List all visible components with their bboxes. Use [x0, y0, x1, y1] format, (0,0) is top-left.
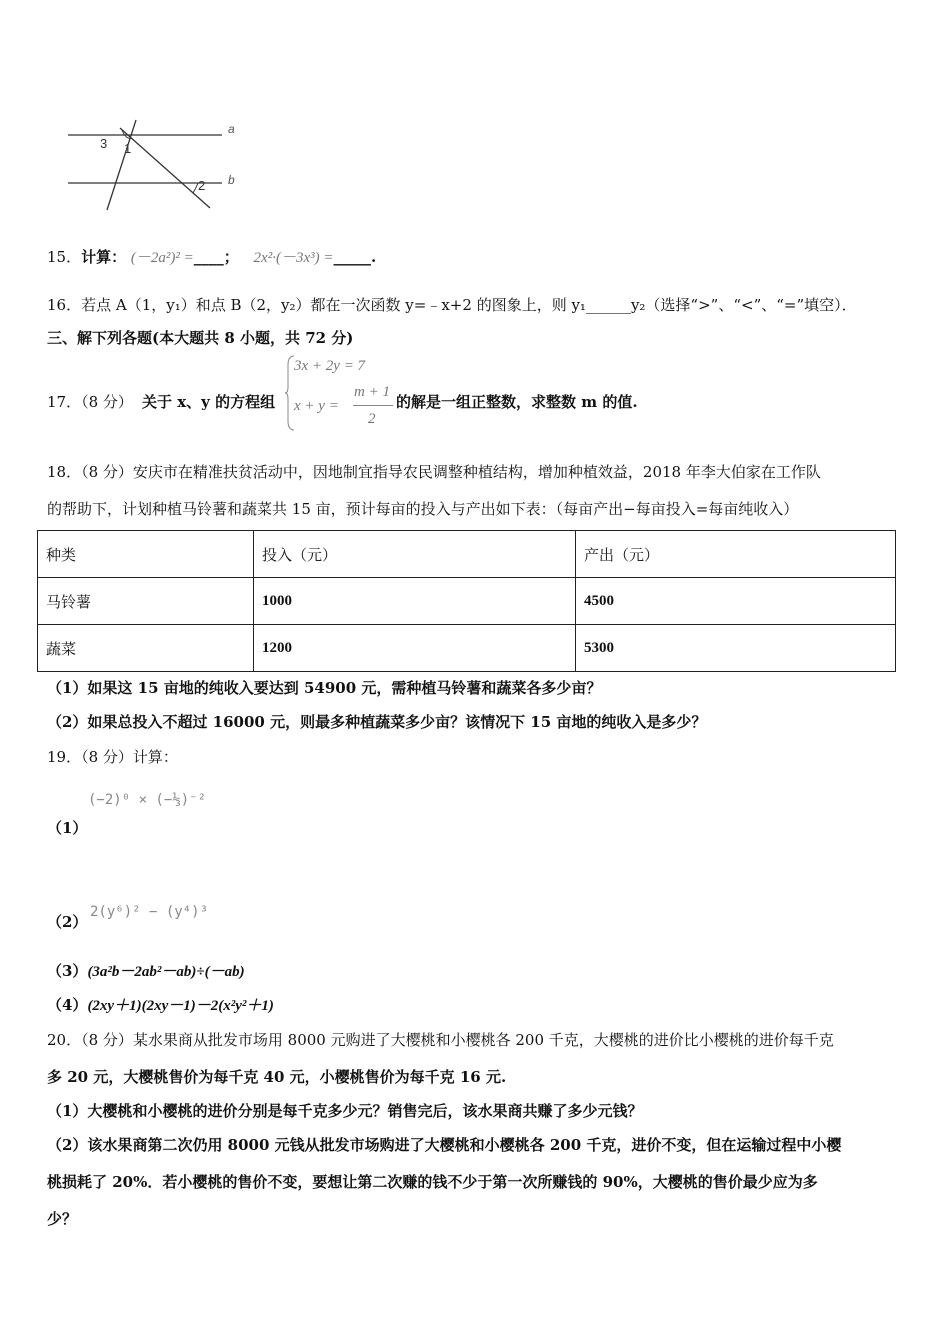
q18-sub1: （1）如果这 15 亩地的纯收入要达到 54900 元，需种植马铃薯和蔬菜各多少亩？ — [47, 679, 602, 697]
q15-lead: 计算： — [81, 248, 127, 266]
q17-eq2-denominator: 2 — [368, 411, 376, 427]
q17-tail: 的解是一组正整数，求整数 m 的值. — [396, 393, 638, 411]
q15-line — [47, 247, 376, 268]
q20-sub2-line1: （2）该水果商第二次仍用 8000 元钱从批发市场购进了大樱桃和小樱桃各 200 千克，进价不变，但在运输过程中小樱 — [47, 1136, 842, 1154]
q15-blank1: ____； — [193, 248, 239, 266]
label-b: b — [228, 173, 235, 187]
table-cell: 1000 — [254, 578, 576, 625]
q19-head — [47, 747, 178, 767]
label-1: 1 — [124, 141, 132, 156]
q19-p1-expr: (−2)⁰ × (−⅓)⁻² — [88, 792, 207, 808]
q17-fraction-bar — [353, 405, 393, 406]
table-cell: 4500 — [576, 578, 896, 625]
q17-eq2-numerator: m + 1 — [354, 384, 390, 400]
q17-number: 17．（8 分） — [47, 393, 133, 411]
q19-p1-label: （1） — [47, 819, 88, 837]
q20-sub2-line3: 少？ — [47, 1210, 78, 1228]
header-cell: 投入（元） — [254, 531, 576, 578]
q19-p4 — [47, 995, 274, 1016]
q17-lead: 关于 x、y 的方程组 — [142, 393, 276, 411]
q19-head-text: 19．（8 分）计算： — [47, 748, 178, 766]
q19-p3-label: （3） — [47, 962, 88, 980]
q15-expr1: (－2a²)² = — [130, 250, 194, 266]
table-cell: 蔬菜 — [38, 625, 254, 672]
q19-p2-expr: 2(y⁶)² − (y⁴)³ — [90, 904, 209, 920]
q18-table — [37, 530, 896, 672]
q20-line2: 多 20 元，大樱桃售价为每千克 40 元，小樱桃售价为每千克 16 元. — [47, 1068, 507, 1086]
q16-text: 16．若点 A（1，y₁）和点 B（2，y₂）都在一次函数 y=﹣x+2 的图象上，则 y₁______y₂（选择“>”、“<”、“=”填空）． — [47, 296, 857, 314]
table-row — [38, 578, 896, 625]
label-2: 2 — [198, 178, 206, 193]
header-cell: 产出（元） — [576, 531, 896, 578]
q15-number: 15． — [47, 248, 82, 266]
q20-line1: 20．（8 分）某水果商从批发市场用 8000 元购进了大樱桃和小樱桃各 200 千克，大樱桃的进价比小樱桃的进价每千克 — [47, 1031, 834, 1049]
q19-p4-expr: (2xy＋1)(2xy－1)－2(x²y²＋1) — [87, 998, 274, 1014]
parallel-lines-figure — [60, 118, 260, 218]
q17-eq1: 3x + 2y = 7 — [294, 358, 366, 374]
table-header-row — [38, 531, 896, 578]
q15-blank2: _____. — [333, 248, 377, 266]
transversal-2 — [120, 128, 210, 208]
q19-p2-label: （2） — [47, 913, 88, 931]
q17-eq2-left: x + y = — [294, 398, 339, 414]
q18-line1: 18．（8 分）安庆市在精准扶贫活动中，因地制宜指导农民调整种植结构，增加种植效益，2018 年李大伯家在工作队 — [47, 463, 821, 481]
table-row — [38, 625, 896, 672]
header-cell: 种类 — [38, 531, 254, 578]
q19-p4-label: （4） — [47, 996, 88, 1014]
table-cell: 马铃薯 — [38, 578, 254, 625]
q20-sub1: （1）大樱桃和小樱桃的进价分别是每千克多少元？销售完后，该水果商共赚了多少元钱？ — [47, 1102, 643, 1120]
table-cell: 5300 — [576, 625, 896, 672]
table-cell: 1200 — [254, 625, 576, 672]
label-a: a — [228, 122, 235, 136]
q20-sub2-line2: 桃损耗了 20%．若小樱桃的售价不变，要想让第二次赚的钱不少于第一次所赚钱的 90%，大樱桃的售价最少应为多 — [47, 1173, 818, 1191]
q15-expr2: 2x²·(－3x³) = — [253, 250, 334, 266]
transversal-1 — [107, 120, 136, 210]
q19-p3-expr: (3a²b－2ab²－ab)÷(－ab) — [87, 964, 245, 980]
q18-sub2: （2）如果总投入不超过 16000 元，则最多种植蔬菜多少亩？该情况下 15 亩地的纯收入是多少？ — [47, 713, 707, 731]
label-3: 3 — [100, 136, 108, 151]
q19-p3 — [47, 961, 245, 982]
q18-line2: 的帮助下，计划种植马铃薯和蔬菜共 15 亩，预计每亩的投入与产出如下表：（每亩产出−每亩投入=每亩纯收入） — [47, 500, 799, 518]
section3-title: 三、解下列各题(本大题共 8 小题，共 72 分) — [47, 329, 354, 347]
